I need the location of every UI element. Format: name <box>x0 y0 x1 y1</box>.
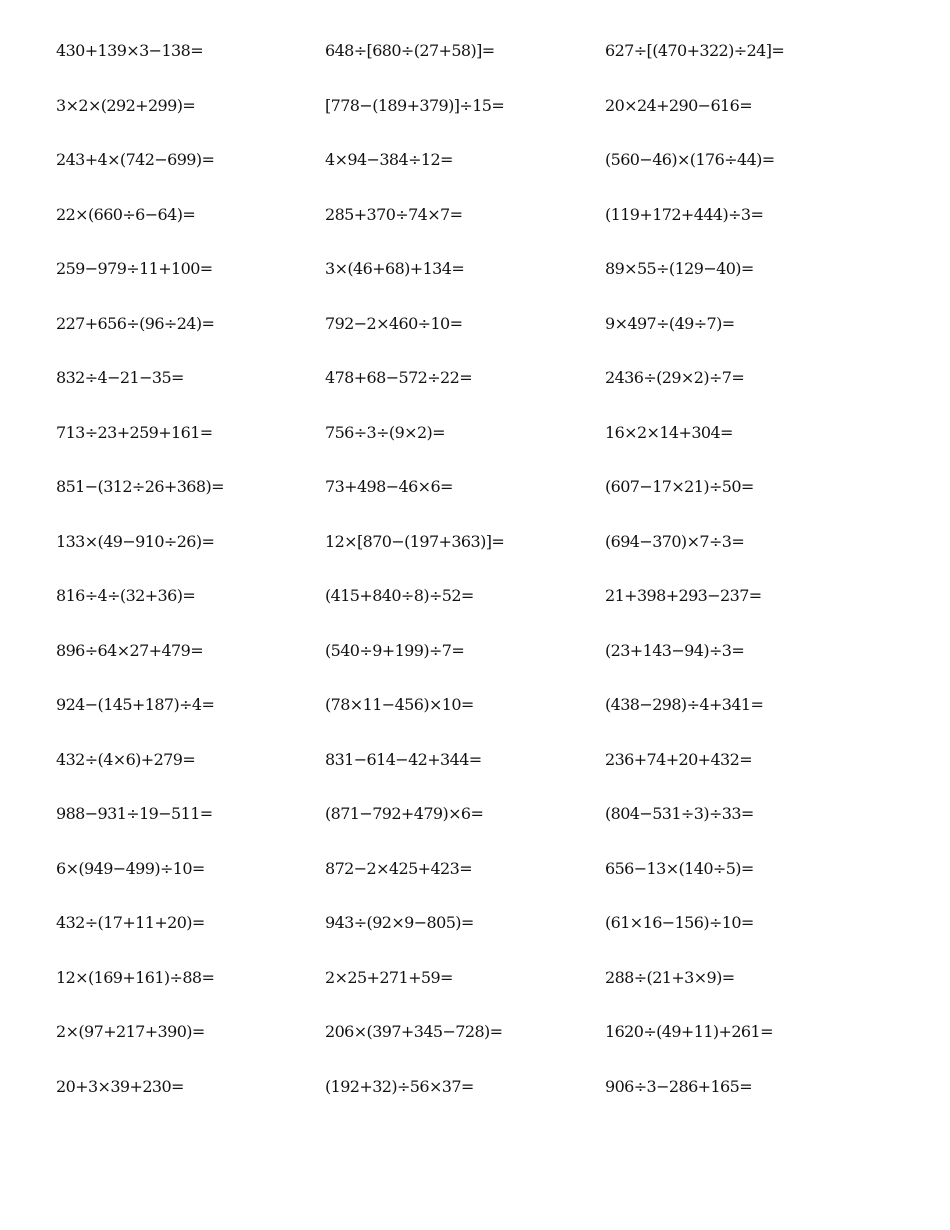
math-problem: 285+370÷74×7= <box>325 204 463 224</box>
math-problem: 872−2×425+423= <box>325 858 473 878</box>
math-problem: 1620÷(49+11)+261= <box>605 1022 773 1041</box>
math-problem: 2×25+271+59= <box>325 967 453 987</box>
math-problem: (560−46)×(176÷44)= <box>605 150 775 169</box>
math-problem: 21+398+293−237= <box>605 586 762 605</box>
math-problem: 16×2×14+304= <box>605 422 733 442</box>
math-problem: (61×16−156)÷10= <box>605 913 754 932</box>
math-problem: 756÷3÷(9×2)= <box>325 422 445 442</box>
math-problem: (78×11−456)×10= <box>325 695 474 714</box>
math-problem: 656−13×(140÷5)= <box>605 858 754 878</box>
math-problem: 988−931÷19−511= <box>56 804 213 823</box>
math-problem: [778−(189+379)]÷15= <box>325 95 505 115</box>
math-problem: (694−370)×7÷3= <box>605 531 745 551</box>
math-problem: 227+656÷(96÷24)= <box>56 313 215 333</box>
math-problem: (804−531÷3)÷33= <box>605 804 754 823</box>
math-problem: (23+143−94)÷3= <box>605 640 745 660</box>
math-problem: 12×[870−(197+363)]= <box>325 531 505 551</box>
math-problem: 831−614−42+344= <box>325 749 482 769</box>
math-problem: 896÷64×27+479= <box>56 640 204 660</box>
math-problem: 236+74+20+432= <box>605 749 753 769</box>
math-problem: 206×(397+345−728)= <box>325 1022 503 1041</box>
problem-grid <box>56 38 916 1128</box>
math-problem: 3×2×(292+299)= <box>56 95 196 115</box>
math-problem: 906÷3−286+165= <box>605 1076 753 1096</box>
math-problem: 6×(949−499)÷10= <box>56 858 205 878</box>
math-problem: 816÷4÷(32+36)= <box>56 586 196 605</box>
math-problem: 9×497÷(49÷7)= <box>605 313 735 333</box>
math-problem: (871−792+479)×6= <box>325 804 484 823</box>
math-problem: 20×24+290−616= <box>605 95 753 115</box>
math-problem: 20+3×39+230= <box>56 1076 184 1096</box>
math-problem: 73+498−46×6= <box>325 477 453 496</box>
math-problem: 478+68−572÷22= <box>325 368 473 387</box>
math-problem: 943÷(92×9−805)= <box>325 913 474 932</box>
math-problem: 4×94−384÷12= <box>325 150 453 169</box>
math-problem: (438−298)÷4+341= <box>605 695 764 714</box>
math-problem: 648÷[680÷(27+58)]= <box>325 41 495 60</box>
math-problem: 22×(660÷6−64)= <box>56 204 196 224</box>
math-problem: 259−979÷11+100= <box>56 259 213 278</box>
math-problem: 12×(169+161)÷88= <box>56 967 215 987</box>
math-problem: 832÷4−21−35= <box>56 368 184 387</box>
math-problem: 713÷23+259+161= <box>56 422 213 442</box>
math-problem: 924−(145+187)÷4= <box>56 695 215 714</box>
math-problem: (540÷9+199)÷7= <box>325 640 465 660</box>
math-problem: (607−17×21)÷50= <box>605 477 754 496</box>
math-problem: 430+139×3−138= <box>56 41 204 60</box>
math-problem: 2×(97+217+390)= <box>56 1022 205 1041</box>
math-problem: 133×(49−910÷26)= <box>56 531 215 551</box>
math-problem: (415+840÷8)÷52= <box>325 586 474 605</box>
math-problem: 792−2×460÷10= <box>325 313 463 333</box>
math-problem: 627÷[(470+322)÷24]= <box>605 41 785 60</box>
math-problem: 432÷(17+11+20)= <box>56 913 205 932</box>
math-problem: (119+172+444)÷3= <box>605 204 764 224</box>
math-problem: 89×55÷(129−40)= <box>605 259 754 278</box>
math-problem: 2436÷(29×2)÷7= <box>605 368 745 387</box>
math-problem: 3×(46+68)+134= <box>325 259 465 278</box>
math-problem: 432÷(4×6)+279= <box>56 749 196 769</box>
math-problem: 851−(312÷26+368)= <box>56 477 224 496</box>
math-problem: 243+4×(742−699)= <box>56 150 215 169</box>
math-problem: 288÷(21+3×9)= <box>605 967 735 987</box>
math-problem: (192+32)÷56×37= <box>325 1076 474 1096</box>
